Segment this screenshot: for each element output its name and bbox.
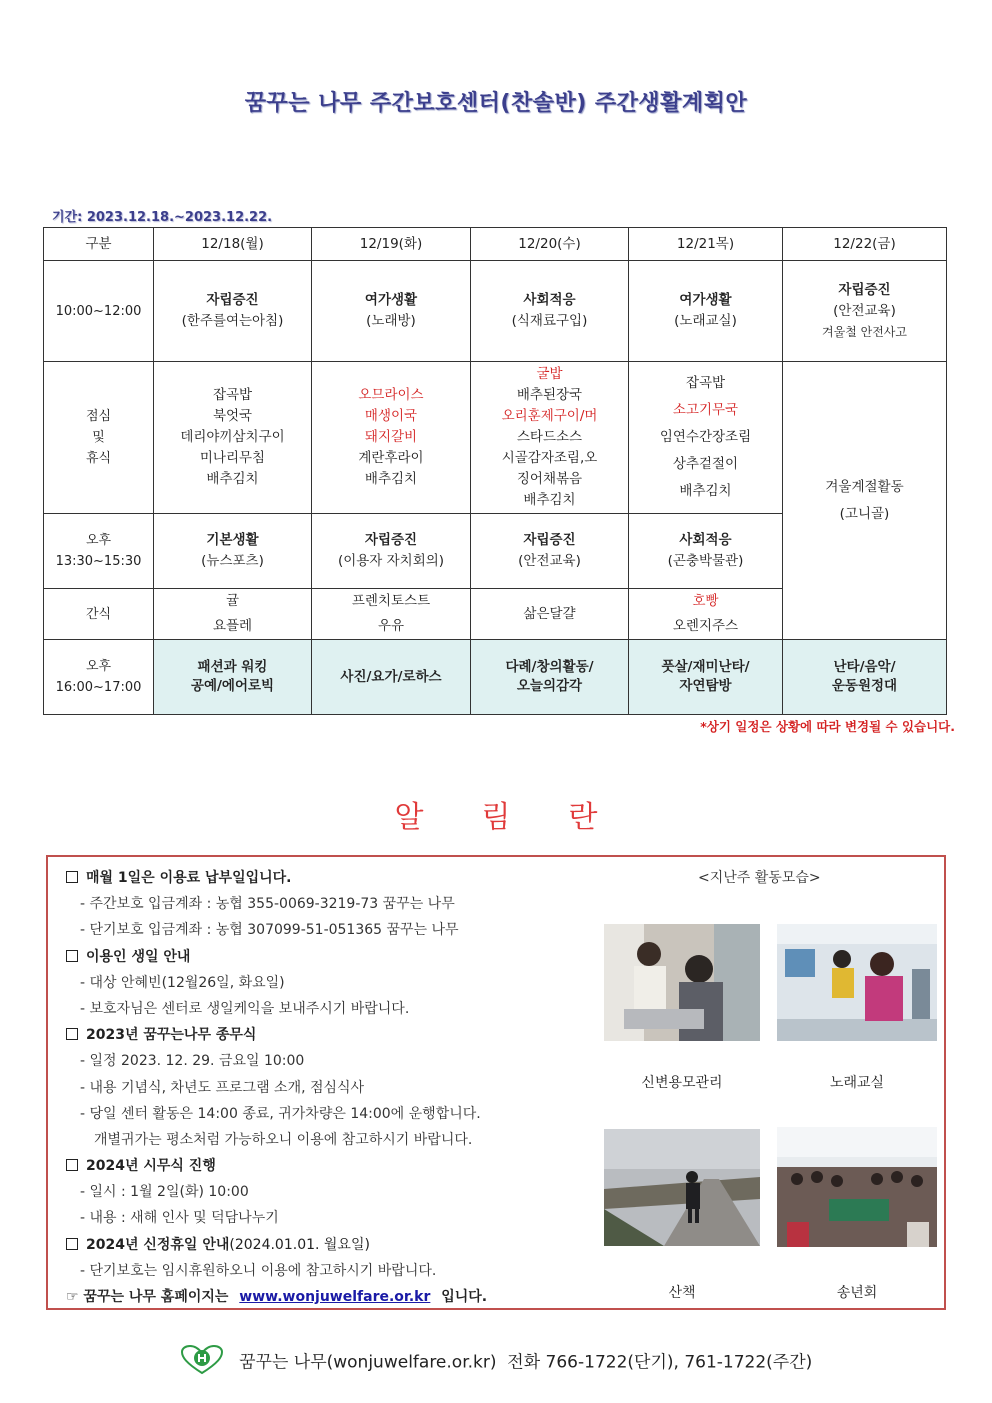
program-item: 오늘의감각 [516,678,583,694]
table-cell [471,261,629,362]
activity-extra: 겨울철 안전사고 [822,324,907,339]
activity-title: 기본생활 [206,532,259,548]
notice-detail: - 일정 2023. 12. 29. 금요일 10:00 [80,1053,305,1070]
notice-detail: - 당일 센터 활동은 14:00 종료, 귀가차량은 14:00에 운행합니다. [80,1105,481,1122]
photo-walk [604,1129,760,1246]
activity-title: 자립증진 [364,532,418,548]
activity-detail: (곤충박물관) [667,553,744,569]
footer [0,1345,992,1380]
notice-detail: - 보호자님은 센터로 생일케익을 보내주시기 바랍니다. [80,1000,410,1017]
notice-heading [66,944,606,970]
notice-heading [66,1153,606,1179]
row-label-line: 휴식 [85,451,112,466]
header-cell: 12/20(수) [471,228,629,261]
row-label-line: 및 [92,430,105,445]
photos-caption: <지난주 활동모습> [698,870,821,886]
table-cell [154,514,312,589]
activity-detail: (뉴스포츠) [201,553,264,569]
menu-item: 굴밥 [536,366,563,382]
program-item: 풋살/재미난타/ [661,659,750,675]
table-cell [154,261,312,362]
activity-detail: (노래교실) [674,313,737,329]
menu-cell [629,362,783,514]
table-cell [629,514,783,589]
activity-title: 겨울계절활동 [825,478,904,495]
activity-detail: (안전교육) [518,553,581,569]
notice-heading-text: 2023년 꿈꾸는나무 종무식 [86,1027,257,1044]
activity-detail: (노래방) [366,313,416,329]
activity-detail: (한주를여는아침) [181,313,284,329]
table-row [44,261,947,362]
table-header-row [44,228,947,261]
program-cell: 사진/요가/로하스 [312,640,471,715]
menu-item: 오므라이스 [358,387,424,403]
photo-label: 산책 [668,1285,696,1301]
table-cell [471,514,629,589]
program-item: 운동원정대 [831,678,898,694]
menu-cell [154,362,312,514]
activity-title: 자립증진 [206,292,259,308]
program-item: 자연탐방 [679,678,732,694]
menu-item: 시골감자조림,오 [501,450,598,466]
menu-cell [312,362,471,514]
notice-detail: - 단기보호는 임시휴원하오니 이용에 참고하시기 바랍니다. [80,1262,437,1279]
activity-title: 사회적응 [523,292,576,308]
notice-detail: - 일시 : 1월 2일(화) 10:00 [80,1184,249,1201]
table-row [44,640,947,715]
menu-item: 배추김치 [523,492,576,508]
homepage-line [66,1284,606,1310]
header-cell: 12/19(화) [312,228,471,261]
homepage-text-end: 입니다. [441,1289,488,1305]
snack-item: 프렌치토스트 [351,593,431,609]
checkbox-icon [66,1028,78,1040]
activity-title: 자립증진 [838,281,891,298]
snack-item: 귤 [225,593,240,609]
activity-title: 여가생활 [679,292,732,308]
weekly-schedule-table [43,227,947,715]
menu-item: 스타드소스 [516,429,583,445]
menu-item: 상추겉절이 [672,456,739,472]
row-label-line: 점심 [85,409,112,424]
notice-heading [66,865,606,891]
snack-cell [312,589,471,640]
snack-item: 요플레 [212,618,253,634]
table-cell [312,261,471,362]
photo-year-end-party [777,1127,937,1247]
notice-detail: 개별귀가는 평소처럼 가능하오니 이용에 참고하시기 바랍니다. [94,1131,473,1148]
menu-item: 배추된장국 [516,387,583,403]
menu-item: 데리야끼삼치구이 [180,429,285,445]
footer-text: 꿈꾸는 나무(wonjuwelfare.or.kr) 전화 766-1722(단기), 761-1722(주간) [239,1352,813,1373]
activity-detail: (이용자 자치회의) [337,553,445,569]
menu-item: 오리훈제구이/머 [501,408,598,424]
photo-grooming [604,924,760,1041]
notice-heading-text: 매월 1일은 이용료 납부일입니다. [86,870,292,886]
menu-item: 매생이국 [364,408,418,424]
board-title: 알림란 [394,800,656,835]
menu-item: 배추김치 [679,483,732,499]
notice-detail: - 내용 기념식, 차년도 프로그램 소개, 점심식사 [80,1079,365,1096]
snack-item: 우유 [377,618,405,634]
notice-heading [66,1022,606,1048]
photo-label: 송년회 [836,1285,878,1301]
notice-detail: - 대상 안혜빈(12월26일, 화요일) [80,974,285,991]
heart-logo-icon [180,1345,224,1380]
snack-item: 호빵 [692,593,719,609]
snack-cell [629,589,783,640]
activity-title: 여가생활 [364,292,418,308]
notice-heading-text: 2024년 신정휴일 안내 [86,1236,230,1253]
notice-detail: - 주간보호 입금계좌 : 농협 355-0069-3219-73 꿈꾸는 나무 [80,896,455,913]
row-label: 간식 [44,589,154,640]
activity-detail: (안전교육) [833,302,896,319]
program-cell [629,640,783,715]
activity-title: 사회적응 [679,532,732,548]
menu-item: 배추김치 [364,471,418,487]
notice-detail: - 내용 : 새해 인사 및 덕담나누기 [80,1210,279,1227]
menu-item: 임연수간장조림 [659,429,752,445]
menu-item: 계란후라이 [358,450,424,466]
menu-item: 잡곡밥 [685,375,726,391]
notice-heading-text: 2024년 시무식 진행 [86,1158,216,1175]
notice-detail: - 단기보호 입금계좌 : 농협 307099-51-051365 꿈꾸는 나무 [80,922,459,939]
header-cell: 12/18(월) [154,228,312,261]
activity-detail: (식재료구입) [511,313,588,329]
snack-cell: 삶은달걀 [471,589,629,640]
checkbox-icon [66,1159,78,1171]
header-cell: 구분 [44,228,154,261]
menu-cell [471,362,629,514]
notice-list [66,865,606,1310]
menu-item: 배추김치 [206,471,259,487]
table-cell [629,261,783,362]
page-title: 꿈꾸는 나무 주간보호센터(찬솔반) 주간생활계획안 [244,91,748,116]
header-cell: 12/22(금) [783,228,947,261]
menu-item: 미나리무침 [199,450,266,466]
table-cell [312,514,471,589]
menu-item: 잡곡밥 [212,387,253,403]
notice-board [46,855,946,1310]
program-item: 패션과 워킹 [197,659,268,675]
row-label [44,640,154,715]
table-row [44,362,947,514]
program-cell [783,640,947,715]
snack-cell [154,589,312,640]
row-label: 10:00~12:00 [44,261,154,362]
table-cell-merged [783,362,947,640]
table-cell [783,261,947,362]
program-item: 다례/창의활동/ [505,659,594,675]
row-label [44,362,154,514]
checkbox-icon [66,871,78,883]
menu-item: 북엇국 [212,408,253,424]
program-cell [154,640,312,715]
row-label-line: 오후 [85,533,112,548]
homepage-link[interactable]: www.wonjuwelfare.or.kr [239,1289,431,1305]
activity-title: 자립증진 [523,532,576,548]
menu-item: 소고기무국 [672,402,739,418]
snack-item: 오렌지주스 [672,618,739,634]
activity-detail: (고니골) [839,505,890,522]
checkbox-icon [66,1238,78,1250]
program-item: 난타/음악/ [833,659,896,675]
photo-singing [777,924,937,1041]
schedule-change-notice: *상기 일정은 상황에 따라 변경될 수 있습니다. [700,719,955,734]
notice-heading [66,1232,606,1258]
photo-label: 노래교실 [829,1075,885,1091]
row-label-line: 오후 [85,659,112,674]
menu-item: 돼지갈비 [364,429,418,445]
period-label: 기간: 2023.12.18.~2023.12.22. [52,210,273,225]
checkbox-icon [66,950,78,962]
row-label-line: 16:00~17:00 [55,680,142,695]
notice-heading-date: (2024.01.01. 월요일) [229,1236,370,1253]
photo-label: 신변용모관리 [641,1075,723,1091]
menu-item: 징어채볶음 [516,471,583,487]
notice-heading-text: 이용인 생일 안내 [86,948,191,965]
program-cell [471,640,629,715]
homepage-text: ☞ 꿈꾸는 나무 홈페이지는 [66,1289,229,1305]
program-item: 공예/에어로빅 [190,678,275,694]
header-cell: 12/21목) [629,228,783,261]
row-label-line: 13:30~15:30 [55,554,142,569]
row-label [44,514,154,589]
